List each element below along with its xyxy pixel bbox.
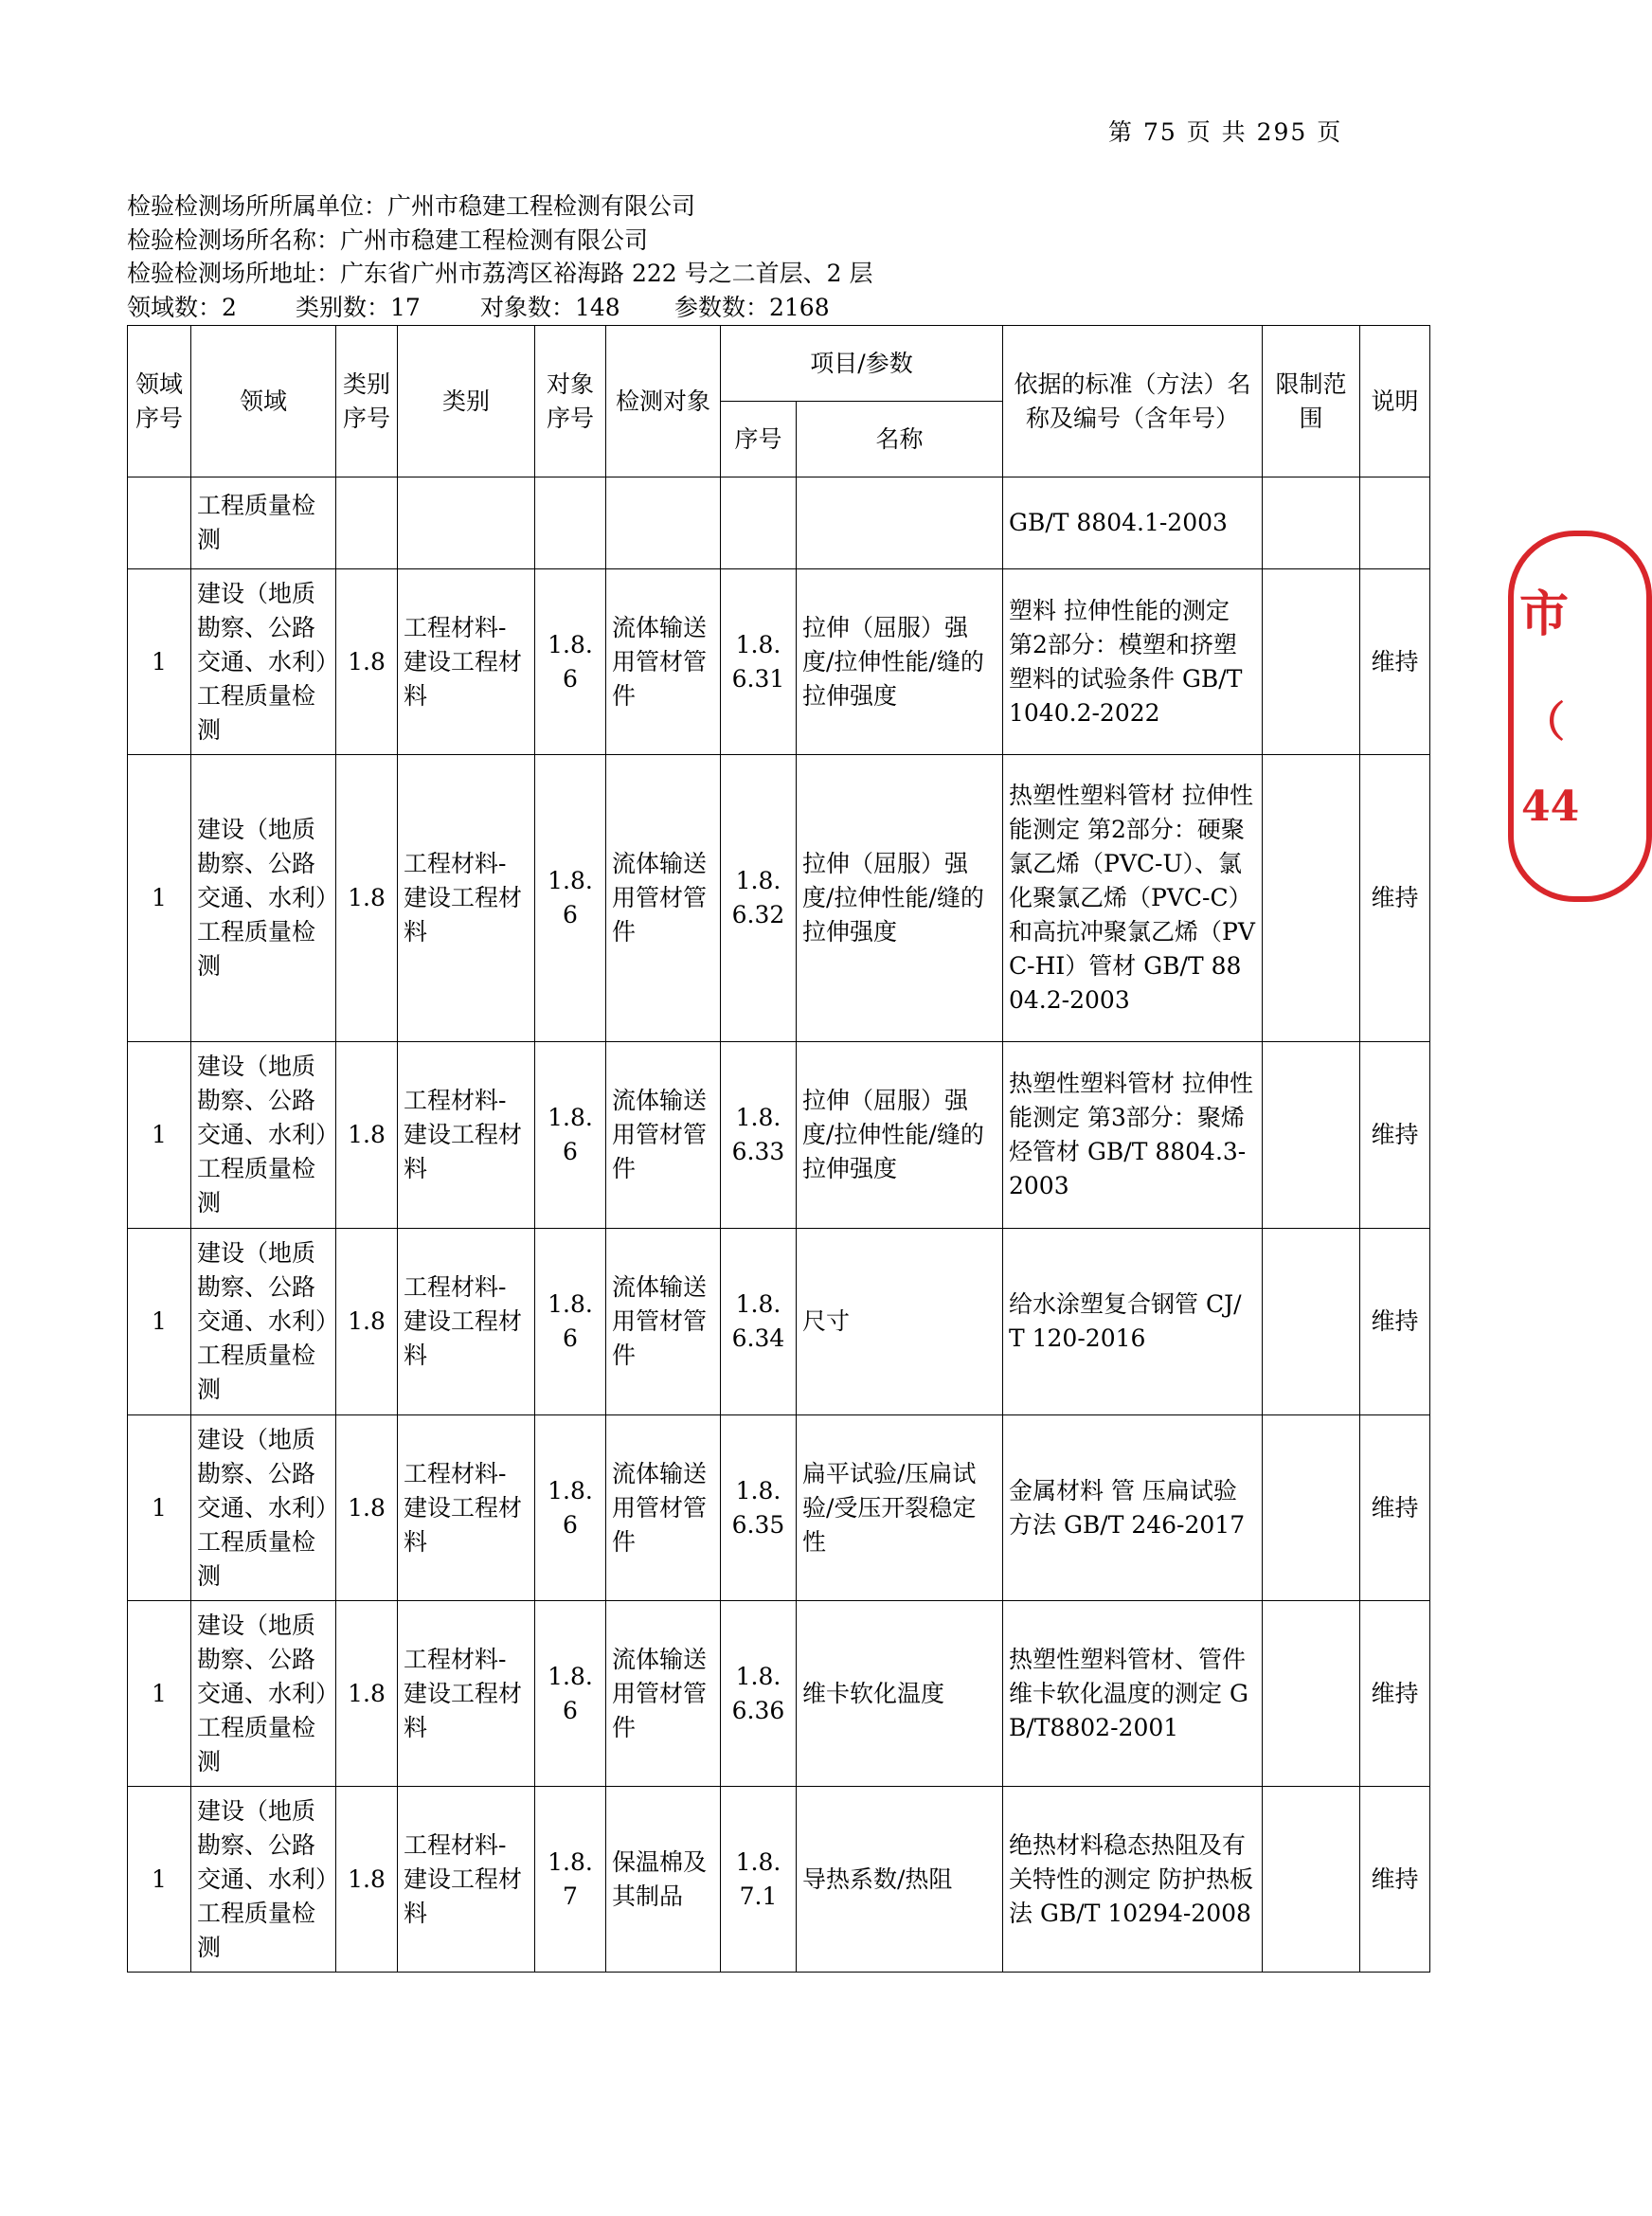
table-row xyxy=(128,1042,1430,1229)
row-note: 维持 xyxy=(1360,1229,1430,1415)
table-row xyxy=(128,1415,1430,1601)
row-note: 维持 xyxy=(1360,755,1430,1042)
row-domain-no: 1 xyxy=(128,569,191,755)
row-domain-no: 1 xyxy=(128,1415,191,1601)
row-limit xyxy=(1263,1415,1360,1601)
unit-line xyxy=(127,189,872,224)
row-standard: 金属材料 管 压扁试验方法 GB/T 246-2017 xyxy=(1003,1415,1263,1601)
row-item-no: 1.8.7.1 xyxy=(721,1787,797,1973)
unit-label: 检验检测场所所属单位： xyxy=(127,192,388,220)
row-standard: 绝热材料稳态热阻及有关特性的测定 防护热板法 GB/T 10294-2008 xyxy=(1003,1787,1263,1973)
scope-table xyxy=(127,325,1430,1973)
cont-domain: 工程质量检测 xyxy=(191,477,336,569)
row-domain: 建设（地质勘察、公路交通、水利）工程质量检测 xyxy=(191,1229,336,1415)
row-item-name: 拉伸（屈服）强度/拉伸性能/缝的拉伸强度 xyxy=(797,569,1003,755)
address-value: 广东省广州市荔湾区裕海路 222 号之二首层、2 层 xyxy=(340,260,873,287)
header-standard: 依据的标准（方法）名称及编号（含年号） xyxy=(1003,326,1263,477)
row-category-no: 1.8 xyxy=(336,1601,398,1787)
row-category: 工程材料-建设工程材料 xyxy=(398,1415,535,1601)
row-object: 流体输送用管材管件 xyxy=(606,1415,721,1601)
row-object-no: 1.8.6 xyxy=(535,1601,606,1787)
stamp-char-2: （ xyxy=(1523,698,1565,747)
page-number: 第 75 页 共 295 页 xyxy=(1108,118,1343,146)
row-category: 工程材料-建设工程材料 xyxy=(398,1601,535,1787)
name-label: 检验检测场所名称： xyxy=(127,225,341,254)
red-seal-stamp xyxy=(1508,531,1652,902)
row-object-no: 1.8.6 xyxy=(535,1229,606,1415)
row-standard: 给水涂塑复合钢管 CJ/T 120-2016 xyxy=(1003,1229,1263,1415)
row-item-name: 尺寸 xyxy=(797,1229,1003,1415)
row-object-no: 1.8.6 xyxy=(535,569,606,755)
name-value: 广州市稳建工程检测有限公司 xyxy=(340,225,649,254)
row-object-no: 1.8.6 xyxy=(535,755,606,1042)
row-object: 流体输送用管材管件 xyxy=(606,1042,721,1229)
table-row xyxy=(128,1787,1430,1973)
row-standard: 热塑性塑料管材 拉伸性能测定 第3部分：聚烯烃管材 GB/T 8804.3-2003 xyxy=(1003,1042,1263,1229)
unit-value: 广州市稳建工程检测有限公司 xyxy=(387,192,696,220)
row-category: 工程材料-建设工程材料 xyxy=(398,1042,535,1229)
row-item-name: 维卡软化温度 xyxy=(797,1601,1003,1787)
row-object: 流体输送用管材管件 xyxy=(606,755,721,1042)
row-category-no: 1.8 xyxy=(336,569,398,755)
row-item-no: 1.8.6.35 xyxy=(721,1415,797,1601)
row-domain-no: 1 xyxy=(128,1042,191,1229)
row-note: 维持 xyxy=(1360,1415,1430,1601)
param-count: 参数数：2168 xyxy=(674,293,830,321)
row-standard: 塑料 拉伸性能的测定 第2部分：模塑和挤塑塑料的试验条件 GB/T 1040.2-2022 xyxy=(1003,569,1263,755)
row-domain: 建设（地质勘察、公路交通、水利）工程质量检测 xyxy=(191,1601,336,1787)
row-item-no: 1.8.6.32 xyxy=(721,755,797,1042)
row-domain: 建设（地质勘察、公路交通、水利）工程质量检测 xyxy=(191,755,336,1042)
row-domain: 建设（地质勘察、公路交通、水利）工程质量检测 xyxy=(191,569,336,755)
row-category-no: 1.8 xyxy=(336,1229,398,1415)
row-domain-no: 1 xyxy=(128,755,191,1042)
row-category: 工程材料-建设工程材料 xyxy=(398,1787,535,1973)
address-line xyxy=(127,257,872,291)
row-note: 维持 xyxy=(1360,569,1430,755)
row-domain-no: 1 xyxy=(128,1229,191,1415)
row-limit xyxy=(1263,1229,1360,1415)
row-note: 维持 xyxy=(1360,1601,1430,1787)
row-standard: 热塑性塑料管材 拉伸性能测定 第2部分：硬聚氯乙烯（PVC-U）、氯化聚氯乙烯（PVC-C）和高抗冲聚氯乙烯（PVC-HI）管材 GB/T 8804.2-2003 xyxy=(1003,755,1263,1042)
table-row xyxy=(128,755,1430,1042)
row-category-no: 1.8 xyxy=(336,1787,398,1973)
row-note: 维持 xyxy=(1360,1787,1430,1973)
row-object: 保温棉及其制品 xyxy=(606,1787,721,1973)
header-item-name: 名称 xyxy=(797,402,1003,477)
row-limit xyxy=(1263,569,1360,755)
header-category-no: 类别序号 xyxy=(336,326,398,477)
header-item-no: 序号 xyxy=(721,402,797,477)
header-domain: 领域 xyxy=(191,326,336,477)
table-row xyxy=(128,569,1430,755)
header-domain-no: 领域序号 xyxy=(128,326,191,477)
row-limit xyxy=(1263,1042,1360,1229)
table-row xyxy=(128,1229,1430,1415)
row-domain: 建设（地质勘察、公路交通、水利）工程质量检测 xyxy=(191,1415,336,1601)
header-info xyxy=(127,189,872,324)
row-domain-no: 1 xyxy=(128,1787,191,1973)
row-standard: 热塑性塑料管材、管件维卡软化温度的测定 GB/T8802-2001 xyxy=(1003,1601,1263,1787)
row-item-no: 1.8.6.33 xyxy=(721,1042,797,1229)
row-domain: 建设（地质勘察、公路交通、水利）工程质量检测 xyxy=(191,1042,336,1229)
counts-line xyxy=(127,291,872,325)
row-category-no: 1.8 xyxy=(336,755,398,1042)
address-label: 检验检测场所地址： xyxy=(127,260,341,287)
header-item-param: 项目/参数 xyxy=(721,326,1003,402)
object-count: 对象数：148 xyxy=(480,293,620,321)
row-item-no: 1.8.6.36 xyxy=(721,1601,797,1787)
row-category: 工程材料-建设工程材料 xyxy=(398,1229,535,1415)
row-category-no: 1.8 xyxy=(336,1415,398,1601)
row-object: 流体输送用管材管件 xyxy=(606,569,721,755)
row-item-name: 拉伸（屈服）强度/拉伸性能/缝的拉伸强度 xyxy=(797,755,1003,1042)
stamp-char-3: 44 xyxy=(1521,783,1580,831)
row-object: 流体输送用管材管件 xyxy=(606,1601,721,1787)
header-category: 类别 xyxy=(398,326,535,477)
row-object-no: 1.8.6 xyxy=(535,1415,606,1601)
row-object-no: 1.8.6 xyxy=(535,1042,606,1229)
table-row xyxy=(128,1601,1430,1787)
continuation-row xyxy=(128,477,1430,569)
header-note: 说明 xyxy=(1360,326,1430,477)
header-object: 检测对象 xyxy=(606,326,721,477)
header-object-no: 对象序号 xyxy=(535,326,606,477)
row-item-name: 导热系数/热阻 xyxy=(797,1787,1003,1973)
domain-count: 领域数：2 xyxy=(127,293,237,321)
cont-standard: GB/T 8804.1-2003 xyxy=(1003,477,1263,569)
row-object-no: 1.8.7 xyxy=(535,1787,606,1973)
row-item-name: 扁平试验/压扁试验/受压开裂稳定性 xyxy=(797,1415,1003,1601)
row-object: 流体输送用管材管件 xyxy=(606,1229,721,1415)
row-item-no: 1.8.6.34 xyxy=(721,1229,797,1415)
name-line xyxy=(127,224,872,258)
row-domain: 建设（地质勘察、公路交通、水利）工程质量检测 xyxy=(191,1787,336,1973)
row-item-name: 拉伸（屈服）强度/拉伸性能/缝的拉伸强度 xyxy=(797,1042,1003,1229)
row-category-no: 1.8 xyxy=(336,1042,398,1229)
row-item-no: 1.8.6.31 xyxy=(721,569,797,755)
row-domain-no: 1 xyxy=(128,1601,191,1787)
category-count: 类别数：17 xyxy=(296,293,421,321)
row-limit xyxy=(1263,755,1360,1042)
header-limit: 限制范围 xyxy=(1263,326,1360,477)
row-limit xyxy=(1263,1787,1360,1973)
row-note: 维持 xyxy=(1360,1042,1430,1229)
row-category: 工程材料-建设工程材料 xyxy=(398,569,535,755)
stamp-char-1: 市 xyxy=(1519,586,1570,643)
row-limit xyxy=(1263,1601,1360,1787)
row-category: 工程材料-建设工程材料 xyxy=(398,755,535,1042)
